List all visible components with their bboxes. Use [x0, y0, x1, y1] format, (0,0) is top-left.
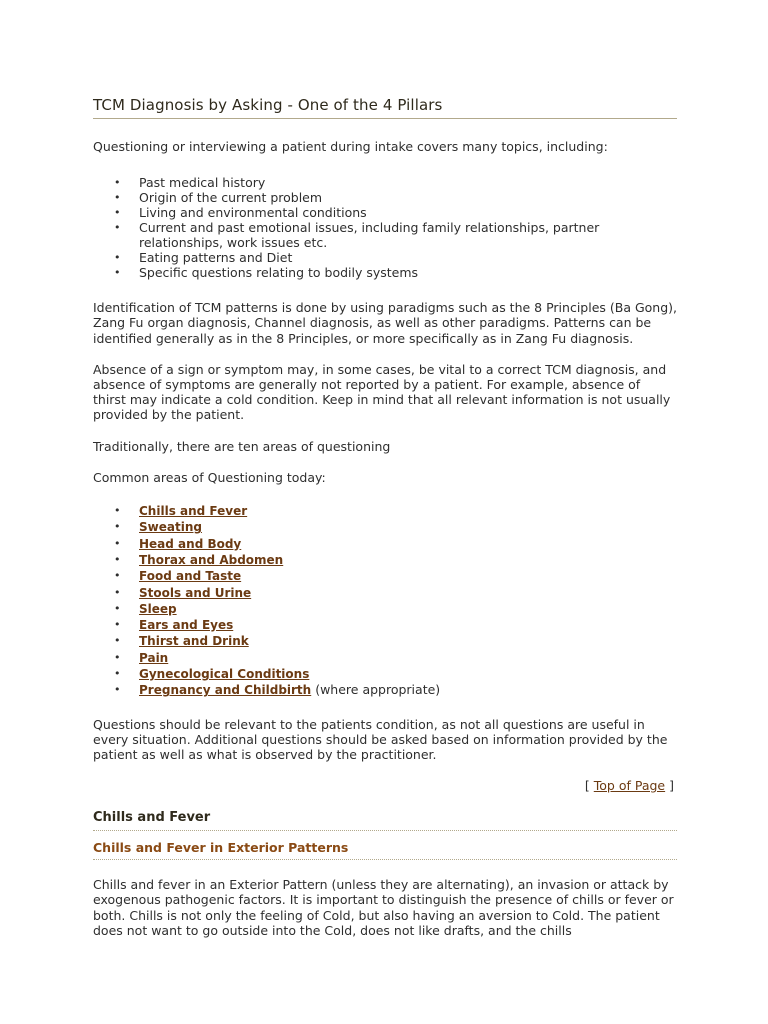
- area-link-pregnancy-and-childbirth[interactable]: Pregnancy and Childbirth: [139, 683, 312, 698]
- list-item: [93, 617, 677, 633]
- area-link-thorax-and-abdomen[interactable]: Thorax and Abdomen: [139, 552, 284, 567]
- list-item: [93, 666, 677, 682]
- area-note: (where appropriate): [315, 682, 441, 698]
- list-item: [93, 536, 677, 552]
- traditionally-paragraph: Traditionally, there are ten areas of questioning: [93, 438, 391, 454]
- list-item: • Origin of the current problem: [93, 190, 677, 205]
- subsection-heading-exterior-patterns: Chills and Fever in Exterior Patterns: [93, 840, 677, 860]
- bracket-open: [: [584, 778, 590, 794]
- area-link-food-and-taste[interactable]: Food and Taste: [139, 569, 242, 584]
- list-item: [93, 650, 677, 666]
- top-of-page-row: [93, 778, 677, 793]
- list-item: • Past medical history: [93, 175, 677, 190]
- page-title: TCM Diagnosis by Asking - One of the 4 Pillars: [93, 96, 677, 119]
- list-item: • Current and past emotional issues, including family relationships, partner relationships, work issues etc.: [93, 220, 677, 250]
- common-areas-heading: Common areas of Questioning today:: [93, 469, 326, 485]
- questioning-areas-list: [93, 503, 677, 699]
- area-link-ears-and-eyes[interactable]: Ears and Eyes: [139, 618, 234, 633]
- absence-paragraph: Absence of a sign or symptom may, in some cases, be vital to a correct TCM diagnosis, and absence of symptoms are generally not reported by a patient. For example, absence of thirst may indicate a cold condition. Keep in mind that all relevant information is not usually provided by the patient.: [93, 361, 671, 423]
- list-item: [93, 633, 677, 649]
- list-item: [93, 682, 677, 698]
- chills-fever-paragraph: Chills and fever in an Exterior Pattern (unless they are alternating), an invasion or attack by exogenous pathogenic factors. It is important to distinguish the presence of chills or fever or both. Chills is not only the feeling of Cold, but also having an aversion to Cold. The patient does not want to go outside into the Cold, does not like drafts, and the chills: [93, 877, 674, 938]
- intro-paragraph: Questioning or interviewing a patient during intake covers many topics, including:: [93, 139, 608, 154]
- document-content: [93, 96, 677, 938]
- list-item: [93, 601, 677, 617]
- area-link-thirst-and-drink[interactable]: Thirst and Drink: [139, 634, 249, 649]
- area-link-sweating[interactable]: Sweating: [139, 520, 202, 535]
- bracket-close: ]: [669, 778, 674, 794]
- area-link-head-and-body[interactable]: Head and Body: [139, 536, 242, 551]
- list-item: • Eating patterns and Diet: [93, 250, 677, 265]
- list-item: [93, 519, 677, 535]
- list-item: • Specific questions relating to bodily systems: [93, 265, 677, 280]
- top-of-page-link[interactable]: Top of Page: [593, 778, 666, 794]
- area-link-gynecological-conditions[interactable]: Gynecological Conditions: [139, 667, 310, 681]
- list-item: [93, 552, 677, 568]
- area-link-pain[interactable]: Pain: [139, 650, 169, 665]
- area-link-chills-and-fever[interactable]: Chills and Fever: [139, 504, 248, 519]
- section-heading-chills-and-fever: Chills and Fever: [93, 810, 677, 831]
- area-link-sleep[interactable]: Sleep: [139, 601, 177, 616]
- identification-paragraph: Identification of TCM patterns is done by using paradigms such as the 8 Principles (Ba Gong), Zang Fu organ diagnosis, Channel diagnosis, as well as other paradigms. Patterns can be identified generally as in the 8 Principles, or more specifically as in Zang Fu diagnosis.: [93, 300, 677, 346]
- list-item: • Living and environmental conditions: [93, 205, 677, 220]
- list-item: [93, 568, 677, 584]
- area-link-stools-and-urine[interactable]: Stools and Urine: [139, 585, 252, 600]
- relevance-paragraph: Questions should be relevant to the patients condition, as not all questions are useful in every situation. Additional questions should be asked based on information provided by the patient as well as what is observed by the practitioner.: [93, 716, 668, 762]
- list-item: [93, 503, 677, 519]
- intake-topics-list: [93, 175, 677, 280]
- list-item: [93, 585, 677, 601]
